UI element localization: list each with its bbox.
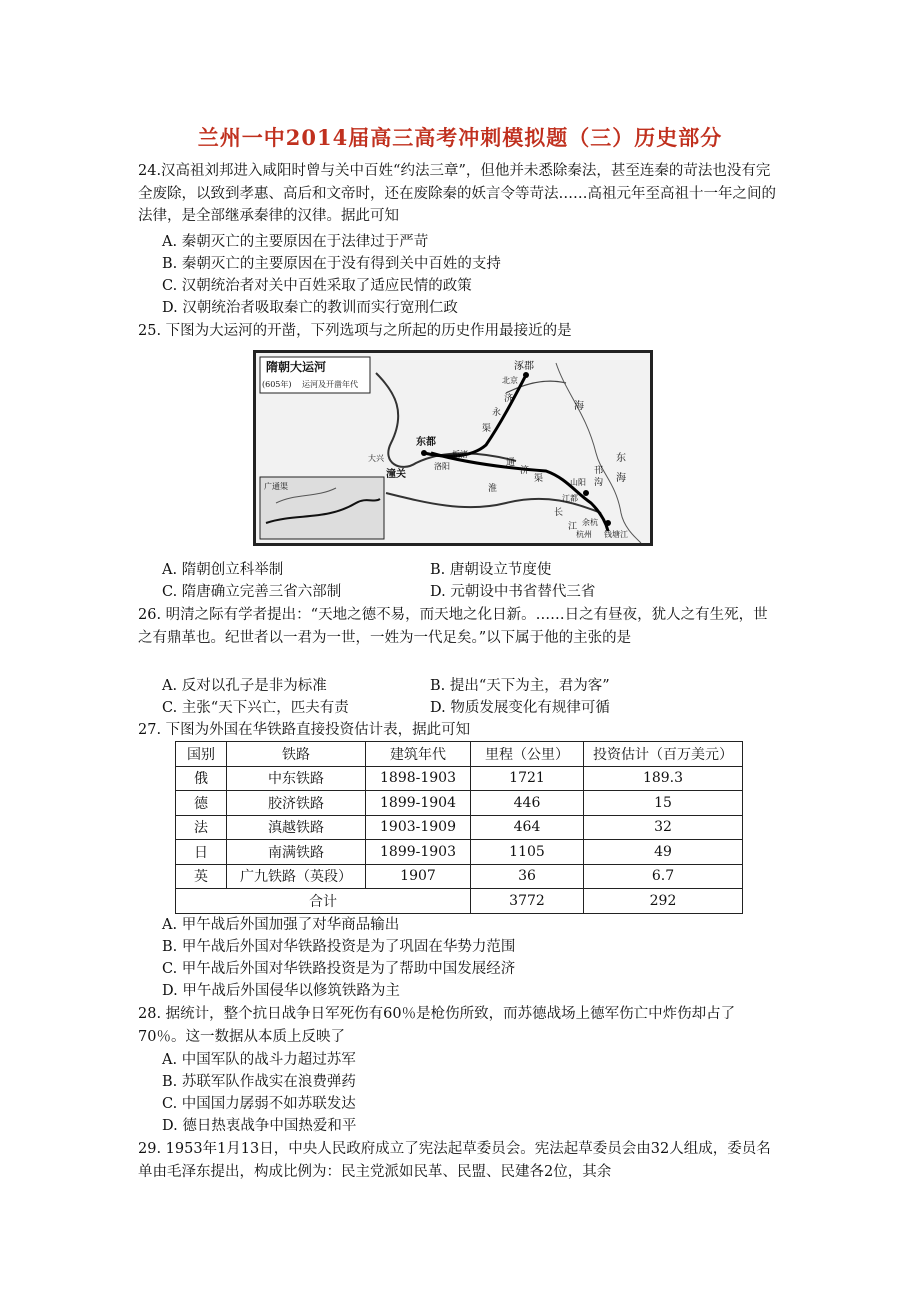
q27-option-d: D. 甲午战后外国侵华以修筑铁路为主 <box>162 983 400 999</box>
question-25-stem: 25. 下图为大运河的开凿，下列选项与之所起的历史作用最接近的是 <box>138 323 572 339</box>
map-place: 洛阳 <box>434 462 450 471</box>
map-place: 大兴 <box>368 454 384 463</box>
map-place: 通 <box>506 458 516 468</box>
table-cell: 6.7 <box>584 864 743 889</box>
table-cell: 32 <box>584 815 743 840</box>
table-cell: 36 <box>471 864 584 889</box>
table-cell: 1898-1903 <box>366 766 471 791</box>
table-cell: 英 <box>176 864 227 889</box>
table-cell: 日 <box>176 840 227 865</box>
table-cell: 南满铁路 <box>227 840 366 865</box>
map-place: 济 <box>520 466 530 476</box>
table-cell: 1903-1909 <box>366 815 471 840</box>
map-place: 余杭 <box>582 518 598 527</box>
q27-option-a: A. 甲午战后外国加强了对华商品输出 <box>162 917 400 933</box>
table-header-cell: 里程（公里） <box>471 742 584 767</box>
q26-option-a: A. 反对以孔子是非为标准 <box>162 678 327 694</box>
table-header-cell: 投资估计（百万美元） <box>584 742 743 767</box>
map-place: 东都 <box>416 437 436 448</box>
q26-option-c: C. 主张“天下兴亡，匹夫有责 <box>162 700 349 716</box>
map-place: 渠 <box>482 424 492 434</box>
map-legend-sub: 运河及开凿年代 <box>302 380 358 389</box>
q24-option-a: A. 秦朝灭亡的主要原因在于法律过于严苛 <box>162 234 429 250</box>
q25-option-b: B. 唐朝设立节度使 <box>430 562 552 578</box>
map-place: 渠 <box>534 474 544 484</box>
map-place: 长 <box>554 508 564 518</box>
map-place: 板渚 <box>452 450 468 459</box>
table-cell: 189.3 <box>584 766 743 791</box>
map-place: 东 <box>616 453 626 464</box>
grand-canal-map <box>253 350 653 546</box>
question-stem: 24.汉高祖刘邦进入咸阳时曾与关中百姓“约法三章”，但他并未悉除秦法，甚至连秦的苛法也没有完全废除，以致到孝惠、高后和文帝时，还在废除秦的妖言令等苛法……高祖元年至高祖十一年之间的法律，是全部继承秦律的汉律。据此可知 <box>138 163 776 224</box>
q28-option-a: A. 中国军队的战斗力超过苏军 <box>162 1052 356 1068</box>
map-place: 海 <box>616 473 626 484</box>
table-total-row <box>176 889 743 914</box>
map-place: 北京 <box>502 376 518 385</box>
q28-option-b: B. 苏联军队作战实在浪费弹药 <box>162 1074 356 1090</box>
table-header-cell: 国别 <box>176 742 227 767</box>
map-place: 涿郡 <box>514 361 534 372</box>
map-place: 济 <box>504 394 514 404</box>
table-cell: 292 <box>584 889 743 914</box>
map-place: 江都 <box>562 494 578 503</box>
table-row <box>176 791 743 816</box>
table-cell: 1721 <box>471 766 584 791</box>
table-cell: 法 <box>176 815 227 840</box>
railway-investment-table <box>175 741 743 914</box>
table-cell: 广九铁路（英段） <box>227 864 366 889</box>
q28-option-d: D. 德日热衷战争中国热爱和平 <box>162 1118 357 1134</box>
q25-option-d: D. 元朝设中书省替代三省 <box>430 584 596 600</box>
map-place: 杭州 <box>576 530 592 539</box>
table-cell: 合计 <box>176 889 471 914</box>
table-header-cell: 铁路 <box>227 742 366 767</box>
table-cell: 446 <box>471 791 584 816</box>
map-place: 沟 <box>594 478 604 488</box>
map-place: 江 <box>568 522 578 532</box>
table-cell: 15 <box>584 791 743 816</box>
table-cell: 464 <box>471 815 584 840</box>
map-place: 钱塘江 <box>604 530 628 539</box>
map-legend-title: 隋朝大运河 <box>266 360 327 374</box>
question-28-stem: 28. 据统计，整个抗日战争日军死伤有60％是枪伤所致，而苏德战场上德军伤亡中炸伤却占了70％。这一数据从本质上反映了 <box>138 1006 736 1045</box>
table-cell: 3772 <box>471 889 584 914</box>
map-place: 海 <box>574 401 584 412</box>
table-cell: 1899-1903 <box>366 840 471 865</box>
table-cell: 德 <box>176 791 227 816</box>
table-cell: 俄 <box>176 766 227 791</box>
q25-option-c: C. 隋唐确立完善三省六部制 <box>162 584 342 600</box>
table-cell: 49 <box>584 840 743 865</box>
q26-option-d: D. 物质发展变化有规律可循 <box>430 700 610 716</box>
table-row <box>176 815 743 840</box>
table-cell: 1907 <box>366 864 471 889</box>
map-place: 山阳 <box>570 478 586 487</box>
table-cell: 1899-1904 <box>366 791 471 816</box>
map-figure <box>256 353 650 543</box>
q24-option-d: D. 汉朝统治者吸取秦亡的教训而实行宽刑仁政 <box>162 300 458 316</box>
q24-option-c: C. 汉朝统治者对关中百姓采取了适应民情的政策 <box>162 278 472 294</box>
q25-option-a: A. 隋朝创立科举制 <box>162 562 284 578</box>
table-cell: 1105 <box>471 840 584 865</box>
map-legend-year: (605年) <box>262 380 292 389</box>
map-place: 永 <box>492 408 502 418</box>
q27-option-b: B. 甲午战后外国对华铁路投资是为了巩固在华势力范围 <box>162 939 516 955</box>
table-row <box>176 840 743 865</box>
map-place: 淮 <box>488 484 498 494</box>
table-header-row <box>176 742 743 767</box>
table-cell: 滇越铁路 <box>227 815 366 840</box>
question-26-stem: 26. 明清之际有学者提出：“天地之德不易，而天地之化日新。……日之有昼夜，犹人之有生死，世之有鼎革也。纪世者以一君为一世，一姓为一代足矣。”以下属于他的主张的是 <box>138 607 768 646</box>
q28-option-c: C. 中国国力孱弱不如苏联发达 <box>162 1096 356 1112</box>
table-row <box>176 766 743 791</box>
q26-option-b: B. 提出“天下为主，君为客” <box>430 678 610 694</box>
q27-option-c: C. 甲午战后外国对华铁路投资是为了帮助中国发展经济 <box>162 961 516 977</box>
question-27-stem: 27. 下图为外国在华铁路直接投资估计表，据此可知 <box>138 722 471 738</box>
q24-option-b: B. 秦朝灭亡的主要原因在于没有得到关中百姓的支持 <box>162 256 501 272</box>
map-place: 潼关 <box>386 469 406 480</box>
table-row <box>176 864 743 889</box>
question-24-stem <box>138 160 778 228</box>
page-title: 兰州一中2014届高三高考冲刺模拟题（三）历史部分 <box>197 125 723 150</box>
map-inset-label: 广通渠 <box>264 482 288 491</box>
question-29-stem: 29. 1953年1月13日，中央人民政府成立了宪法起草委员会。宪法起草委员会由32人组成，委员名单由毛泽东提出，构成比例为：民主党派如民革、民盟、民建各2位，其余 <box>138 1141 771 1180</box>
table-cell: 胶济铁路 <box>227 791 366 816</box>
table-cell: 中东铁路 <box>227 766 366 791</box>
map-place: 邗 <box>594 466 604 476</box>
table-header-cell: 建筑年代 <box>366 742 471 767</box>
